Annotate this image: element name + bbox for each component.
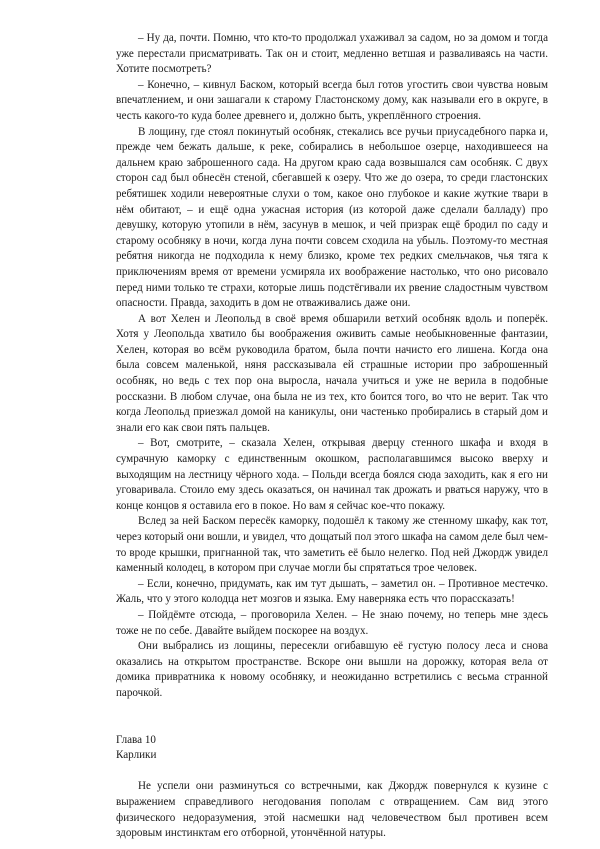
chapter-spacer — [116, 764, 548, 780]
section-spacer — [116, 702, 548, 733]
paragraph: – Вот, смотрите, – сказала Хелен, открывая дверцу стенного шкафа и входя в сумрачную каморку с единственным окошком, располагавшимся высоко вверху и выходящим на лестницу чёрного хода. – Польди всегда боялся сюда заходить, как я его ни уговаривала. Стоило ему здесь оказаться, он начинал так дрожать и рваться наружу, что в конце концов я оставила его в покое. Но вам я сейчас кое-что покажу. — [116, 437, 548, 512]
paragraph: Они выбрались из лощины, пересекли огибавшую её густую полосу леса и снова оказались на открытом пространстве. Вскоре они вышли на дорожку, которая вела от домика привратника к новому особняку, и неожиданно встретились с весьма странной парочкой. — [116, 640, 548, 699]
paragraph: В лощину, где стоял покинутый особняк, стекались все ручьи приусадебного парка и, прежде чем бежать дальше, к реке, собирались в небольшое озерце, находившееся на дальнем краю заброшенного сада. На другом краю сада возвышался сам особняк. С двух сторон сад был обнесён стеной, сбегавшей к озеру. Что же до озера, то среди гластонских ребятишек ходили невероятные слухи о том, какое оно глубокое и какие жуткие твари в нём обитают, – и ещё одна ужасная история (из которой даже сделали балладу) про девушку, которую утопили в нём, засунув в мешок, и чей призрак ещё бродил по саду и старому особняку в ночи, когда луна почти совсем сходила на убыль. Поэтому-то местная ребятня никогда не подходила к нему близко, кроме тех редких смельчаков, чья тяга к приключениям время от времени усмиряла их воображение настолько, что оно рисовало перед ними только те страхи, которые лишь подстёгивали их рвение сладостным чувством опасности. Правда, заходить в дом не отваживались даже они. — [116, 125, 548, 310]
document-body — [116, 31, 548, 842]
chapter-title: Карлики — [116, 749, 157, 762]
chapter-number: Глава 10 — [116, 733, 156, 746]
paragraph: – Пойдёмте отсюда, – проговорила Хелен. – Не знаю почему, но теперь мне здесь тоже не по себе. Давайте выйдем поскорее на воздух. — [116, 608, 548, 637]
paragraph: А вот Хелен и Леопольд в своё время обшарили ветхий особняк вдоль и поперёк. Хотя у Леопольда хватило бы воображения оживить самые необыкновенные фантазии, Хелен, которая во всём руководила братом, была почти начисто его лишена. Когда она была совсем маленькой, няня рассказывала ей страшные истории про заброшенный особняк, но ведь с тех пор она выросла, начала учиться и уже не верила в подобные россказни. В любом случае, она была не из тех, кто боится того, во что не верит. Так что когда Леопольд приезжал домой на каникулы, они частенько пробирались в старый дом и знали его как свои пять пальцев. — [116, 312, 548, 434]
paragraph: – Ну да, почти. Помню, что кто-то продолжал ухаживал за садом, но за домом и тогда уже перестали присматривать. Так он и стоит, медленно ветшая и разваливаясь на части. Хотите посмотреть? — [116, 32, 548, 76]
paragraph: Вслед за ней Баском пересёк каморку, подошёл к такому же стенному шкафу, как тот, через который они вошли, и увидел, что дощатый пол этого шкафа на самом деле был чем-то вроде крышки, пригнанной так, что заметить её было нелегко. Под ней Джордж увидел каменный колодец, в котором при случае могли бы спрятаться трое человек. — [116, 515, 548, 575]
paragraph: – Если, конечно, придумать, как им тут дышать, – заметил он. – Противное местечко. Жаль, что у этого колодца нет мозгов и языка. Ему наверняка есть что порассказать! — [116, 577, 548, 606]
paragraph: Не успели они разминуться со встречными, как Джордж повернулся к кузине с выражением справедливого негодования пополам с отвращением. Сам вид этого физического недоразумения, этой насмешки над человечеством был противен всем здоровым инстинктам его отборной, утончённой натуры. — [116, 780, 548, 840]
paragraph: – Конечно, – кивнул Баском, который всегда был готов угостить свои чувства новым впечатлением, и они зашагали к старому Гластонскому дому, как называли его в округе, в честь какого-то куда более древнего и, должно быть, укреплённого строения. — [116, 78, 548, 122]
